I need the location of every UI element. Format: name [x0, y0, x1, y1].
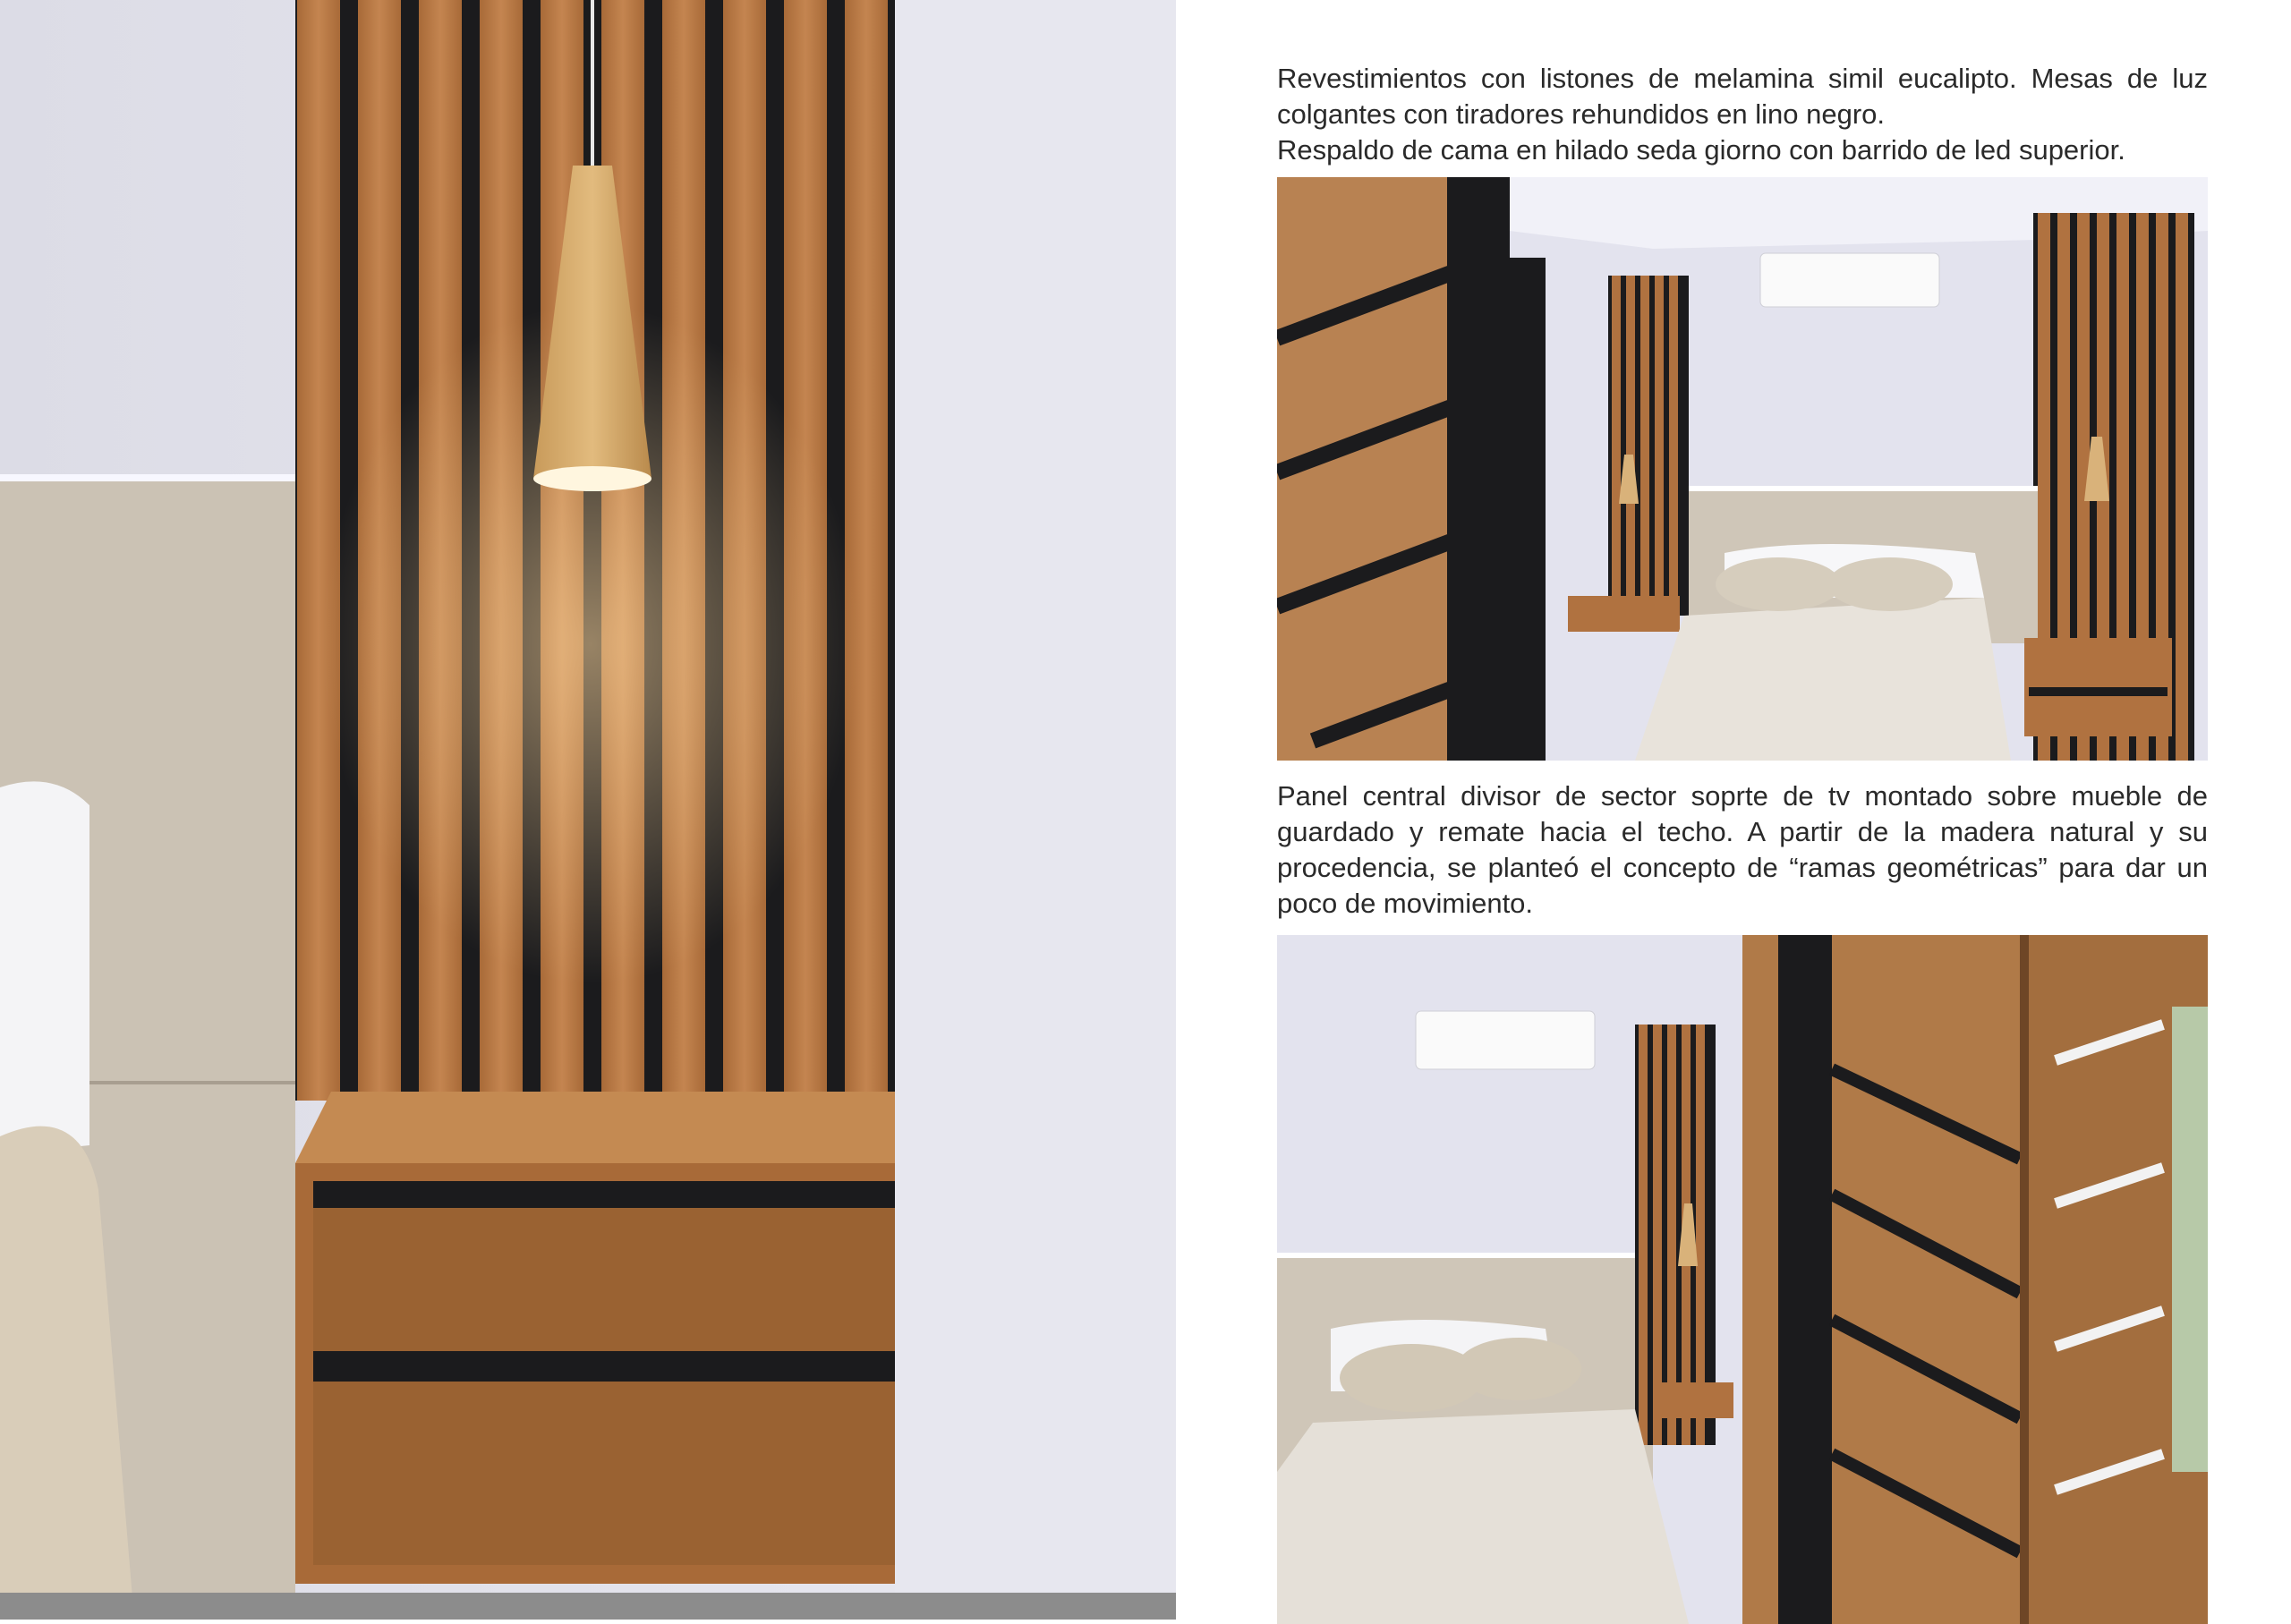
paragraph-divider-panel: Panel central divisor de sector soprte de tv montado sobre mueble de guardado y remate hacia el techo. A partir de la madera natural y su procedencia, se planteó el concepto de “ramas geométricas” para dar un poco de movimiento.	[1277, 780, 2208, 919]
bedroom-view-2-illustration	[1277, 935, 2208, 1624]
bedroom-view-1-illustration	[1277, 177, 2208, 761]
paragraph-slats-nightstands: Revestimientos con listones de melamina simil eucalipto. Mesas de luz colgantes con tiradores rehundidos en lino negro.	[1277, 63, 2208, 130]
photo-bedroom-view-2	[1277, 935, 2208, 1624]
photo-bedroom-view-1	[1277, 177, 2208, 761]
description-divider-panel	[1277, 778, 2208, 922]
paragraph-headboard: Respaldo de cama en hilado seda giorno con barrido de led superior.	[1277, 134, 2125, 166]
description-headboard-nightstands	[1277, 61, 2208, 168]
